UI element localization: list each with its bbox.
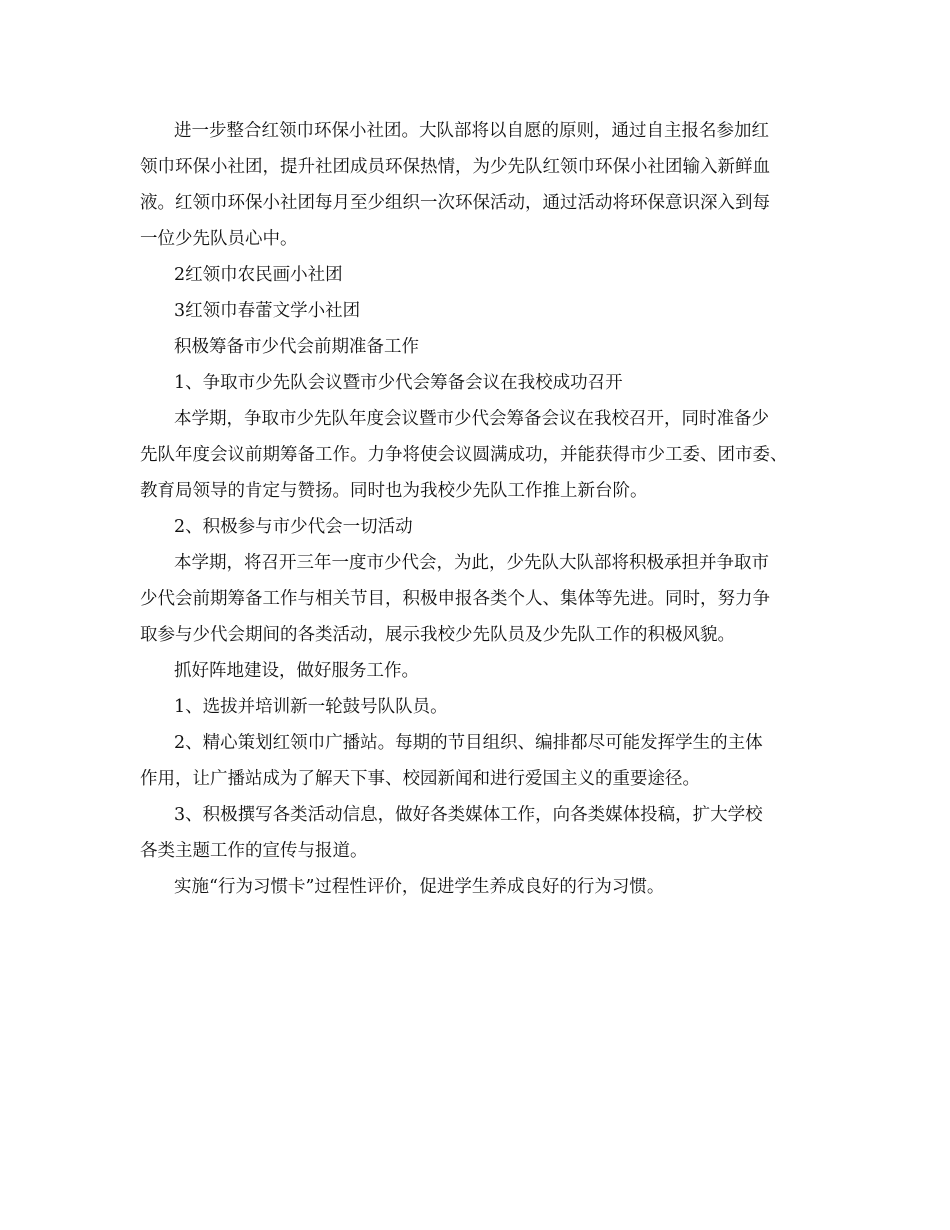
list-item-heading: 2红领巾农民画小社团 bbox=[174, 265, 343, 285]
subsection-heading: 2、积极参与市少代会一切活动 bbox=[174, 517, 413, 537]
section-heading: 抓好阵地建设，做好服务工作。 bbox=[174, 661, 419, 681]
paragraph-line: 教育局领导的肯定与赞扬。同时也为我校少先队工作推上新台阶。 bbox=[140, 481, 648, 501]
paragraph-line: 本学期，争取市少先队年度会议暨市少代会筹备会议在我校召开，同时准备少 bbox=[174, 409, 769, 429]
list-item: 1、选拔并培训新一轮鼓号队队员。 bbox=[174, 697, 448, 717]
paragraph-line: 作用，让广播站成为了解天下事、校园新闻和进行爱国主义的重要途径。 bbox=[140, 769, 700, 789]
paragraph-line: 进一步整合红领巾环保小社团。大队部将以自愿的原则，通过自主报名参加红 bbox=[174, 121, 769, 141]
paragraph-line: 先队年度会议前期筹备工作。力争将使会议圆满成功，并能获得市少工委、团市委、 bbox=[140, 445, 788, 465]
document-body bbox=[140, 113, 830, 905]
paragraph-line: 本学期，将召开三年一度市少代会，为此，少先队大队部将积极承担并争取市 bbox=[174, 553, 769, 573]
paragraph-line: 液。红领巾环保小社团每月至少组织一次环保活动，通过活动将环保意识深入到每 bbox=[140, 193, 770, 213]
subsection-heading: 1、争取市少先队会议暨市少代会筹备会议在我校成功召开 bbox=[174, 373, 623, 393]
list-item: 3、积极撰写各类活动信息，做好各类媒体工作，向各类媒体投稿，扩大学校 bbox=[174, 805, 763, 825]
paragraph-line: 各类主题工作的宣传与报道。 bbox=[140, 841, 368, 861]
list-item: 2、精心策划红领巾广播站。每期的节目组织、编排都尽可能发挥学生的主体 bbox=[174, 733, 763, 753]
paragraph-line: 一位少先队员心中。 bbox=[140, 229, 298, 249]
section-heading: 积极筹备市少代会前期准备工作 bbox=[174, 337, 419, 357]
paragraph-line: 领巾环保小社团，提升社团成员环保热情，为少先队红领巾环保小社团输入新鲜血 bbox=[140, 157, 770, 177]
list-item-heading: 3红领巾春蕾文学小社团 bbox=[174, 301, 361, 321]
paragraph-line: 少代会前期筹备工作与相关节目，积极申报各类个人、集体等先进。同时，努力争 bbox=[140, 589, 770, 609]
paragraph-line: 取参与少代会期间的各类活动，展示我校少先队员及少先队工作的积极风貌。 bbox=[140, 625, 735, 645]
section-heading: 实施“行为习惯卡”过程性评价，促进学生养成良好的行为习惯。 bbox=[174, 877, 665, 897]
